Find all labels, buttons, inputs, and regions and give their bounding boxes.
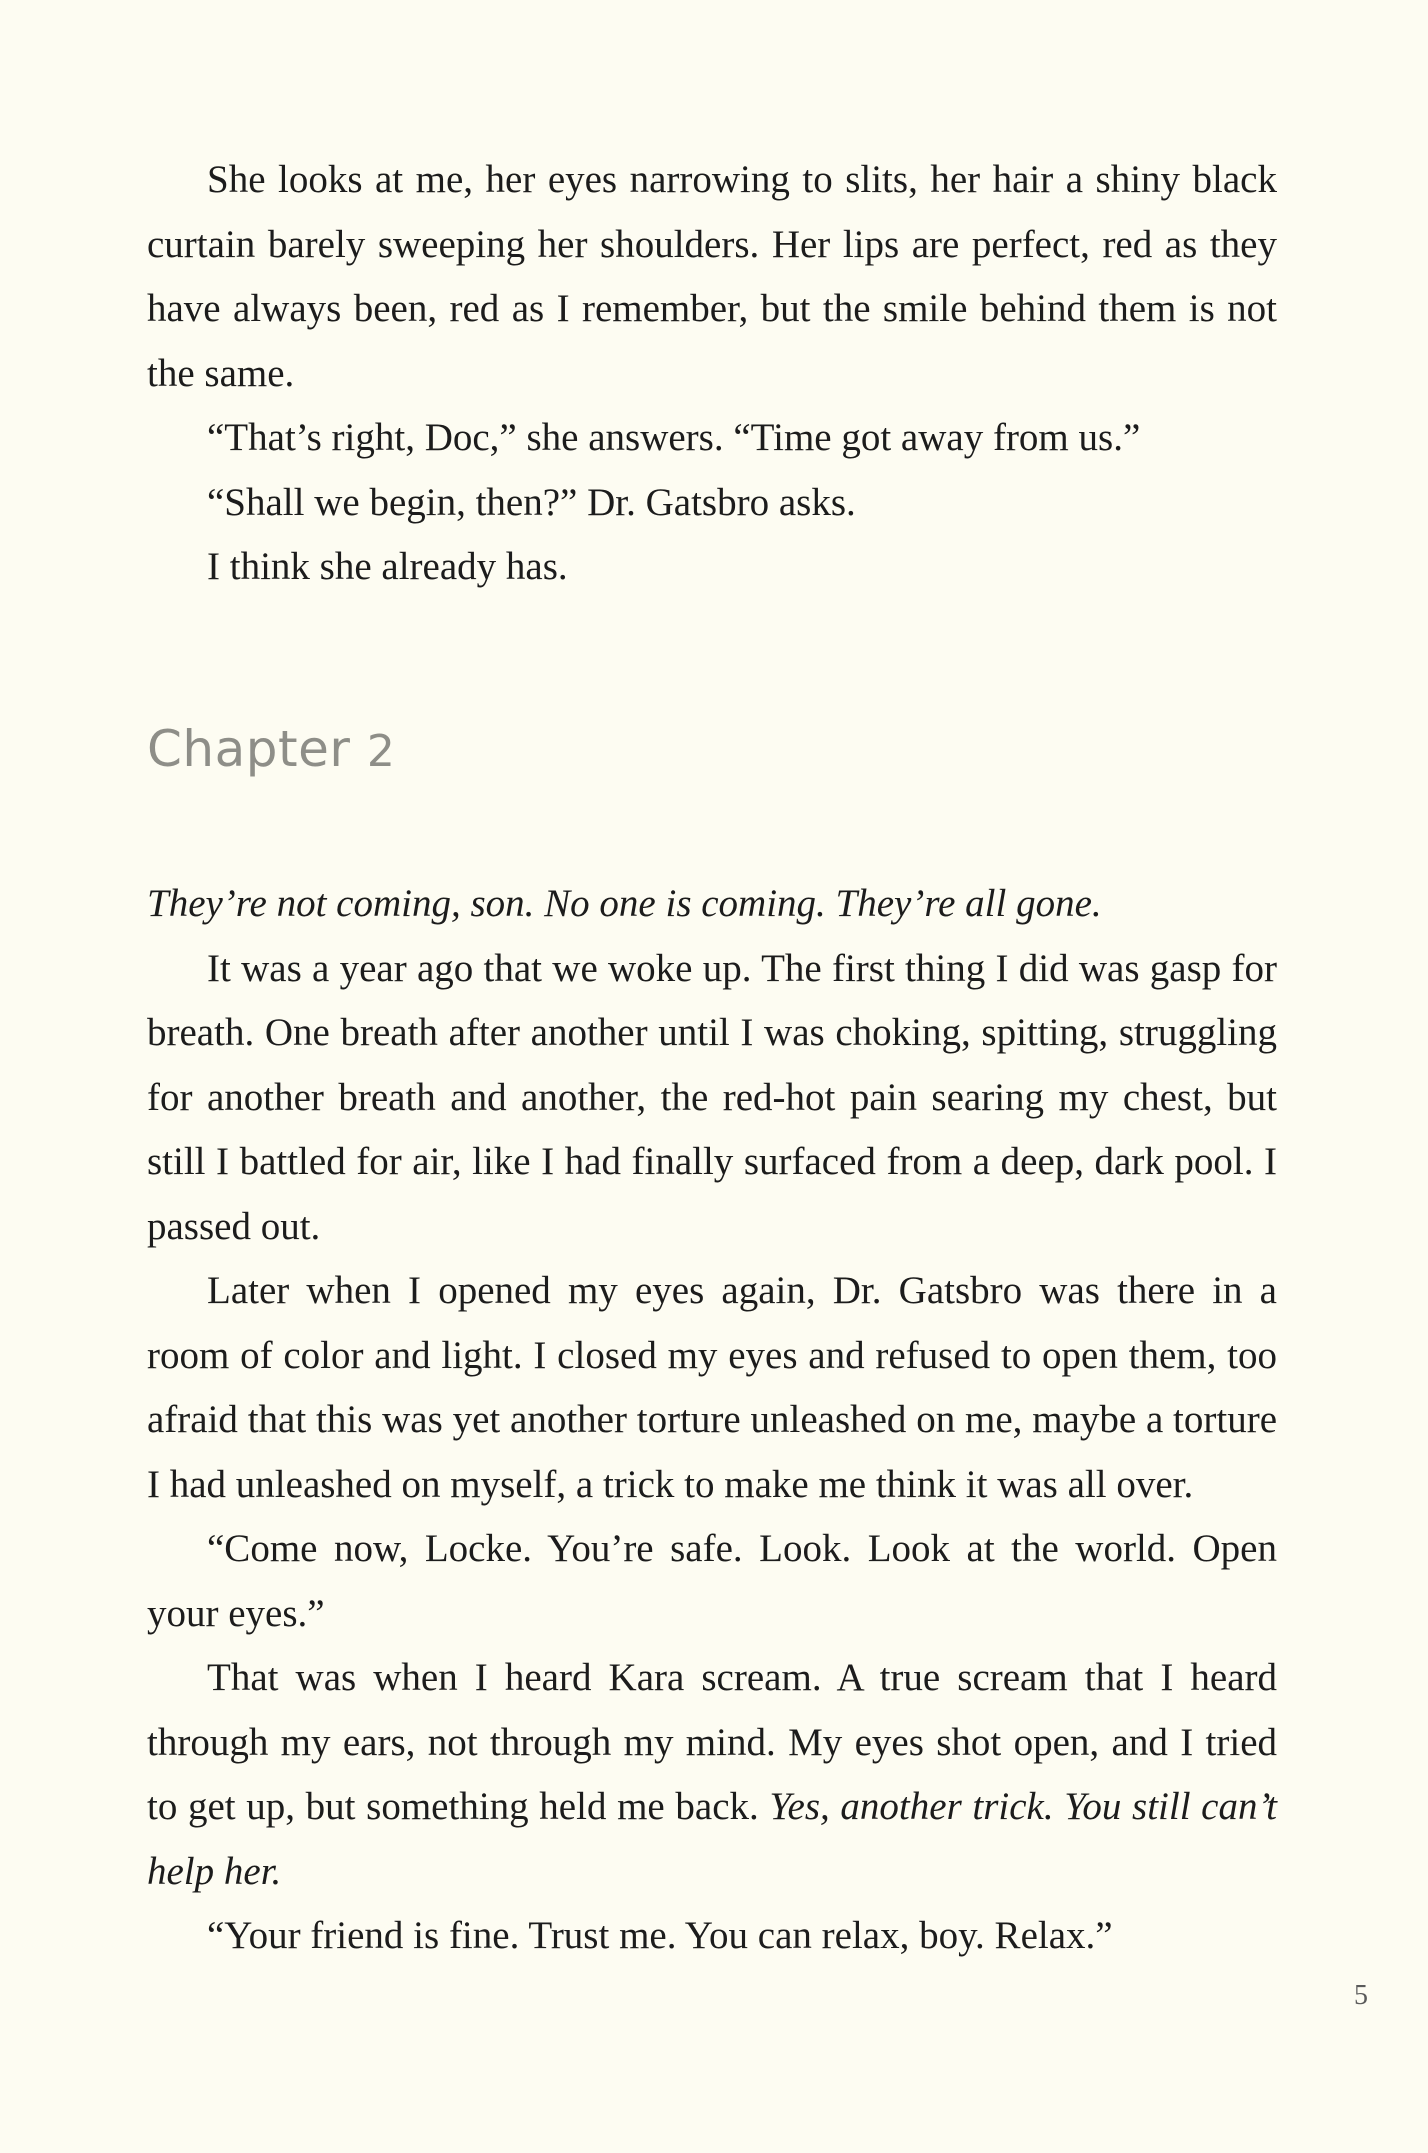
chapter-word: Chapter: [147, 720, 351, 778]
paragraph: “Your friend is fine. Trust me. You can relax, boy. Relax.”: [207, 1914, 1113, 1957]
paragraph: “Shall we begin, then?” Dr. Gatsbro asks.: [207, 480, 856, 524]
italic-thought: Yes, another trick. You still can’t help her.: [147, 1785, 1277, 1893]
paragraph: “That’s right, Doc,” she answers. “Time got away from us.”: [207, 416, 1141, 459]
paragraph: It was a year ago that we woke up. The first thing I did was gasp for breath. One breath after another until I was choking, spitting, struggling for another breath and another, the red-hot pain searing my chest, but still I battled for air, like I had finally surfaced from a deep, dark pool. I passed out.: [147, 946, 1277, 1248]
chapter-text-block: [147, 872, 1277, 1969]
page-number: 5: [1354, 1980, 1368, 2011]
paragraph: She looks at me, her eyes narrowing to slits, her hair a shiny black curtain barely sweeping her shoulders. Her lips are perfect, red as they have always been, red as I remember, but the smile behind them is not the same.: [147, 158, 1277, 395]
paragraph: Later when I opened my eyes again, Dr. Gatsbro was there in a room of color and light. I closed my eyes and refused to open them, too afraid that this was yet another torture unleashed on me, maybe a torture I had unleashed on myself, a trick to make me think it was all over.: [147, 1269, 1277, 1506]
top-text-block: [147, 148, 1277, 600]
paragraph-text: That was when I heard Kara scream. A true scream that I heard through my ears, not through my mind. My eyes shot open, and I tried to get up, but something held me back.: [147, 1656, 1277, 1828]
paragraph: [147, 1646, 1277, 1904]
paragraph: “Come now, Locke. You’re safe. Look. Look at the world. Open your eyes.”: [147, 1527, 1277, 1635]
chapter-number: 2: [366, 726, 396, 777]
chapter-heading: [147, 720, 395, 778]
paragraph: I think she already has.: [207, 545, 568, 588]
epigraph: They’re not coming, son. No one is coming. They’re all gone.: [147, 882, 1102, 925]
